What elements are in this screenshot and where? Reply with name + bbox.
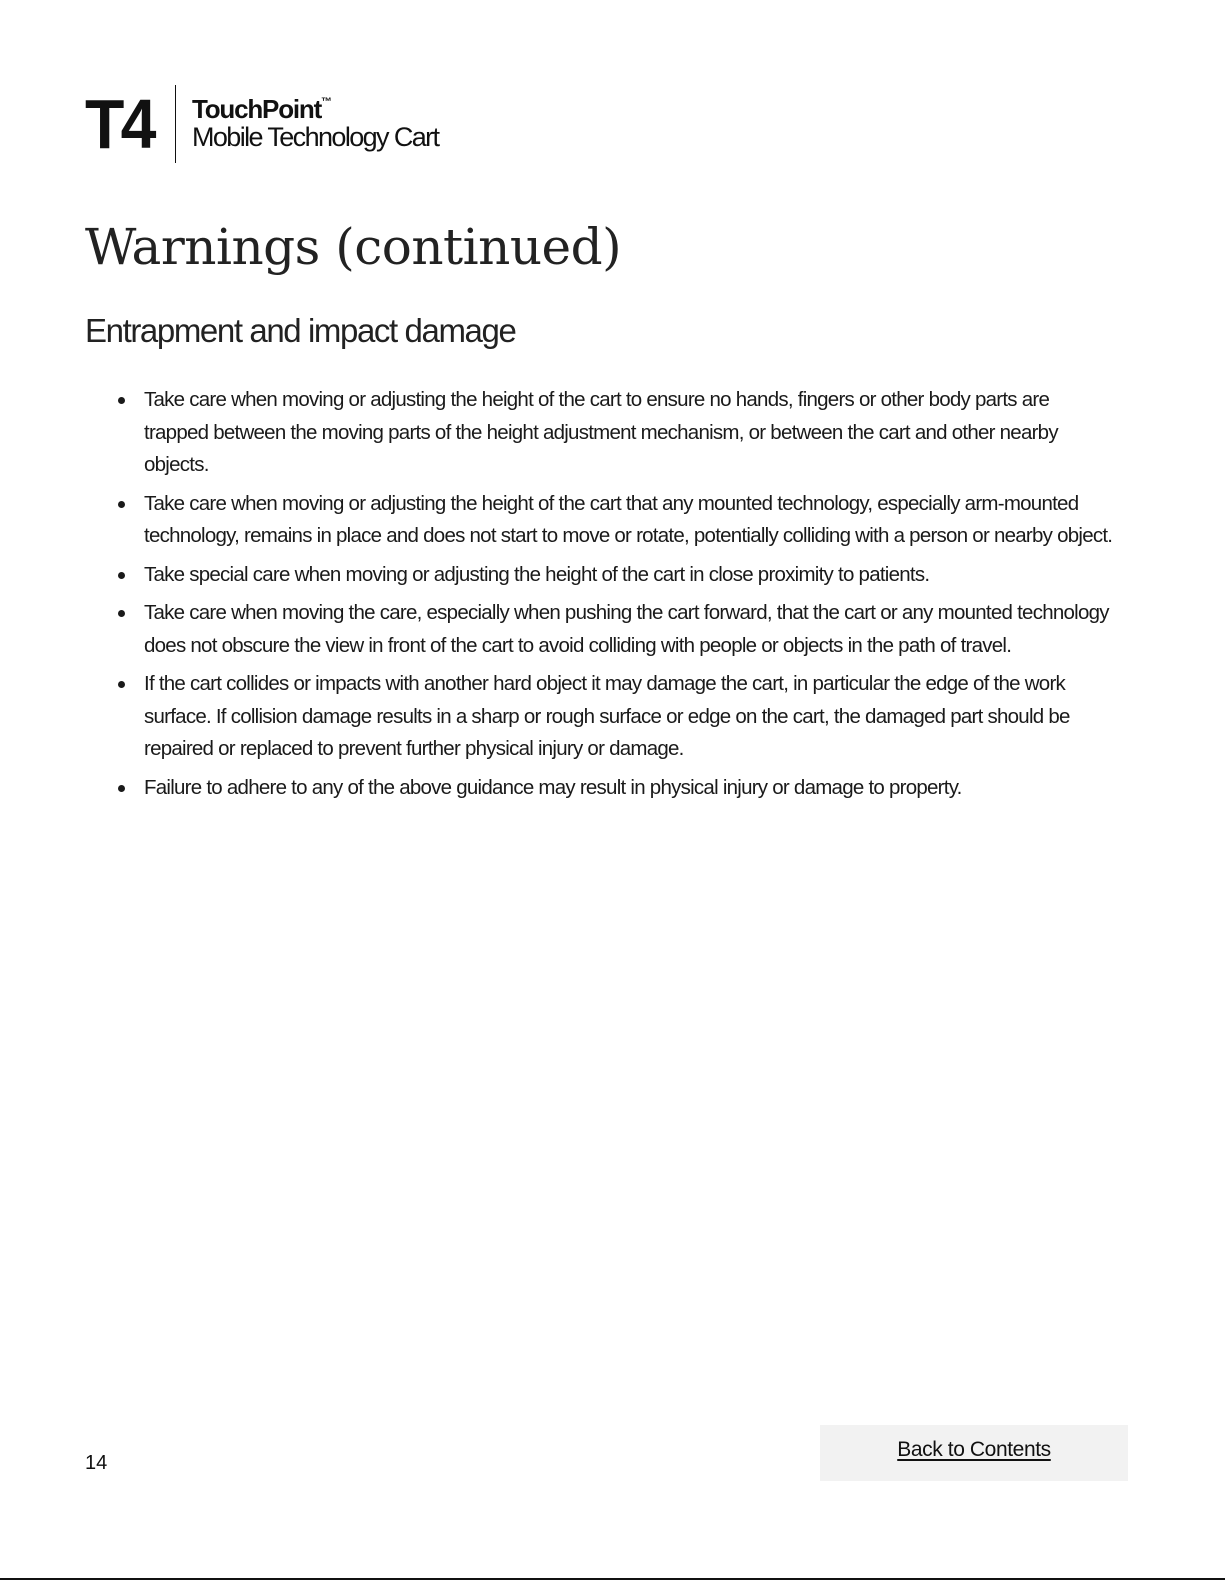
brand-header <box>85 84 438 164</box>
product-name <box>192 95 438 124</box>
list-item: Take care when moving the care, especially when pushing the cart forward, that the cart or any mounted technology does not obscure the view in front of the cart to avoid colliding with people or objects in the path of travel. <box>115 597 1115 662</box>
brand-text <box>192 95 438 153</box>
product-subtitle: Mobile Technology Cart <box>192 122 439 153</box>
back-to-contents-link[interactable]: Back to Contents <box>897 1438 1051 1461</box>
list-item: Take special care when moving or adjusting the height of the cart in close proximity to patients. <box>115 559 1115 592</box>
list-item: If the cart collides or impacts with another hard object it may damage the cart, in particular the edge of the work surface. If collision damage results in a sharp or rough surface or edge on the cart, the damaged part should be repaired or replaced to prevent further physical injury or damage. <box>115 668 1115 766</box>
back-to-contents-box <box>820 1425 1128 1481</box>
list-item: Take care when moving or adjusting the height of the cart that any mounted technology, especially arm-mounted technology, remains in place and does not start to move or rotate, potentially colliding with a person or nearby object. <box>115 488 1115 553</box>
page-number: 14 <box>85 1452 108 1474</box>
trademark-symbol: ™ <box>321 95 333 108</box>
product-name-text: TouchPoint <box>192 93 322 124</box>
section-heading: Entrapment and impact damage <box>85 312 516 349</box>
brand-mark: T4 <box>85 85 153 163</box>
warning-list <box>115 384 1115 810</box>
page-bottom-rule <box>0 1578 1225 1580</box>
list-item: Failure to adhere to any of the above guidance may result in physical injury or damage to property. <box>115 772 1115 805</box>
list-item: Take care when moving or adjusting the height of the cart to ensure no hands, fingers or other body parts are trapped between the moving parts of the height adjustment mechanism, or between the cart and other nearby objects. <box>115 384 1115 482</box>
page-title: Warnings (continued) <box>85 218 622 276</box>
brand-divider <box>175 85 176 163</box>
